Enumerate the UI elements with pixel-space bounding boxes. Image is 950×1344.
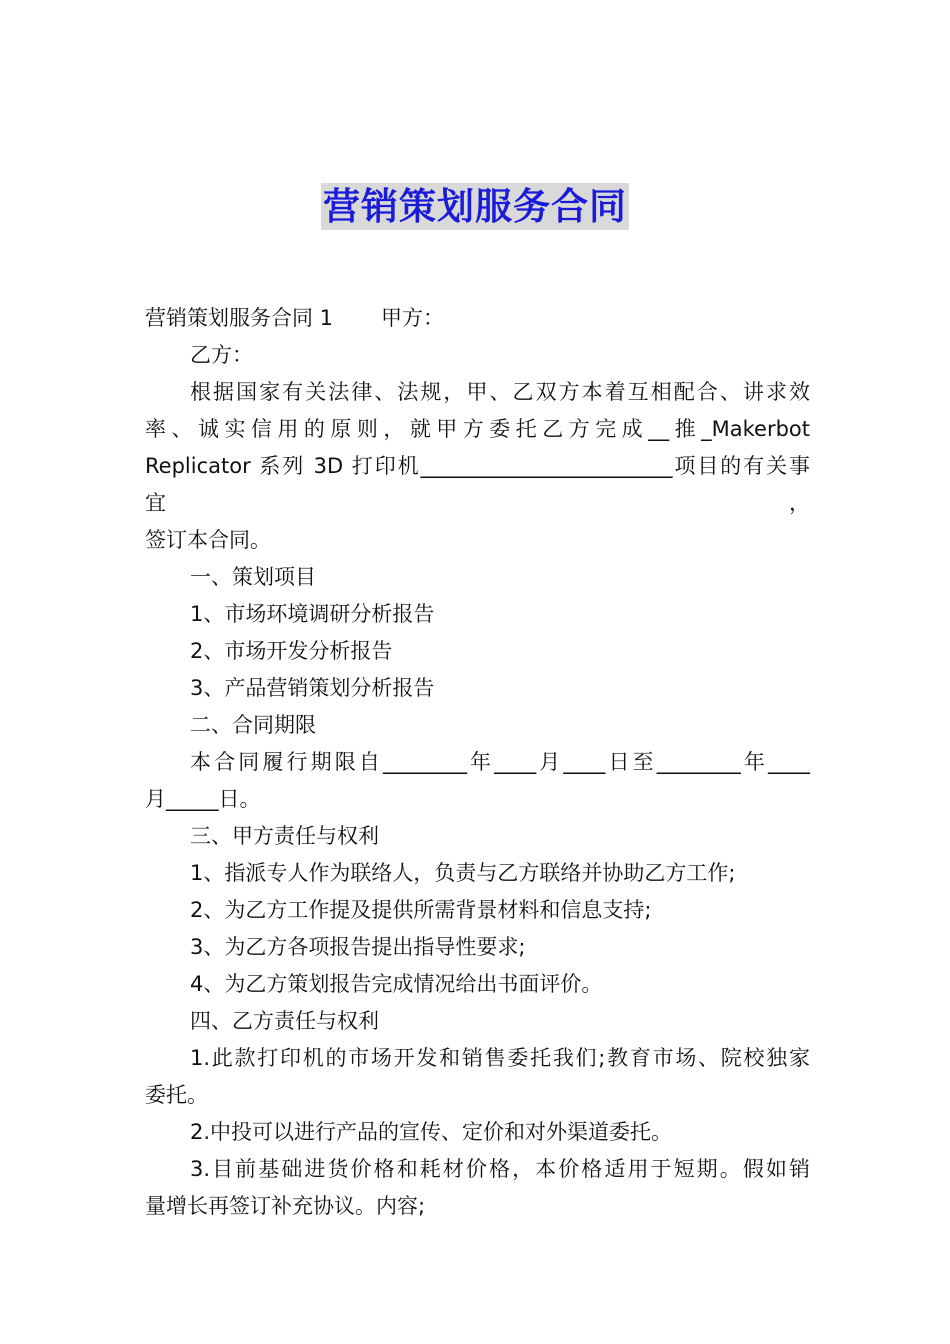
section-3-item-1: 1、指派专人作为联络人，负责与乙方联络并协助乙方工作; bbox=[190, 861, 736, 885]
term-line-1: 本合同履行期限自________年____月____日至________年____ bbox=[190, 750, 810, 774]
section-4-item-1-line-1: 1.此款打印机的市场开发和销售委托我们;教育市场、院校独家 bbox=[190, 1046, 810, 1070]
section-heading-4: 四、乙方责任与权利 bbox=[190, 1009, 379, 1033]
preamble-line-4: 签订本合同。 bbox=[145, 528, 271, 552]
intro-line bbox=[145, 300, 810, 337]
section-4-item-3-line-1: 3.目前基础进货价格和耗材价格，本价格适用于短期。假如销 bbox=[190, 1157, 810, 1181]
section-3-item-3: 3、为乙方各项报告提出指导性要求; bbox=[190, 935, 526, 959]
section-1-item-1: 1、市场环境调研分析报告 bbox=[190, 602, 435, 626]
term-line-2: 月_____日。 bbox=[145, 787, 261, 811]
section-1-item-3: 3、产品营销策划分析报告 bbox=[190, 676, 435, 700]
section-3-item-4: 4、为乙方策划报告完成情况给出书面评价。 bbox=[190, 972, 603, 996]
section-4-item-3-line-2: 量增长再签订补充协议。内容; bbox=[145, 1194, 426, 1218]
section-heading-2: 二、合同期限 bbox=[190, 713, 316, 737]
document-title-block bbox=[0, 176, 950, 230]
section-heading-3: 三、甲方责任与权利 bbox=[190, 824, 379, 848]
section-4-item-1-line-2: 委托。 bbox=[145, 1083, 208, 1107]
section-4-item-2: 2.中投可以进行产品的宣传、定价和对外渠道委托。 bbox=[190, 1120, 673, 1144]
preamble-line-3: Replicator 系列 3D 打印机________________________项目的有关事宜， bbox=[145, 454, 810, 515]
preamble-line-2: 率、诚实信用的原则，就甲方委托乙方完成__推_Makerbot bbox=[145, 417, 810, 441]
party-a-label: 甲方： bbox=[381, 306, 445, 330]
section-heading-1: 一、策划项目 bbox=[190, 565, 316, 589]
document-body bbox=[145, 300, 810, 1225]
document-title: 营销策划服务合同 bbox=[323, 185, 627, 228]
party-b-label: 乙方： bbox=[190, 343, 253, 367]
contract-heading: 营销策划服务合同 1 bbox=[145, 306, 334, 330]
section-3-item-2: 2、为乙方工作提及提供所需背景材料和信息支持; bbox=[190, 898, 652, 922]
section-1-item-2: 2、市场开发分析报告 bbox=[190, 639, 393, 663]
preamble-line-1: 根据国家有关法律、法规，甲、乙双方本着互相配合、讲求效 bbox=[190, 380, 810, 404]
